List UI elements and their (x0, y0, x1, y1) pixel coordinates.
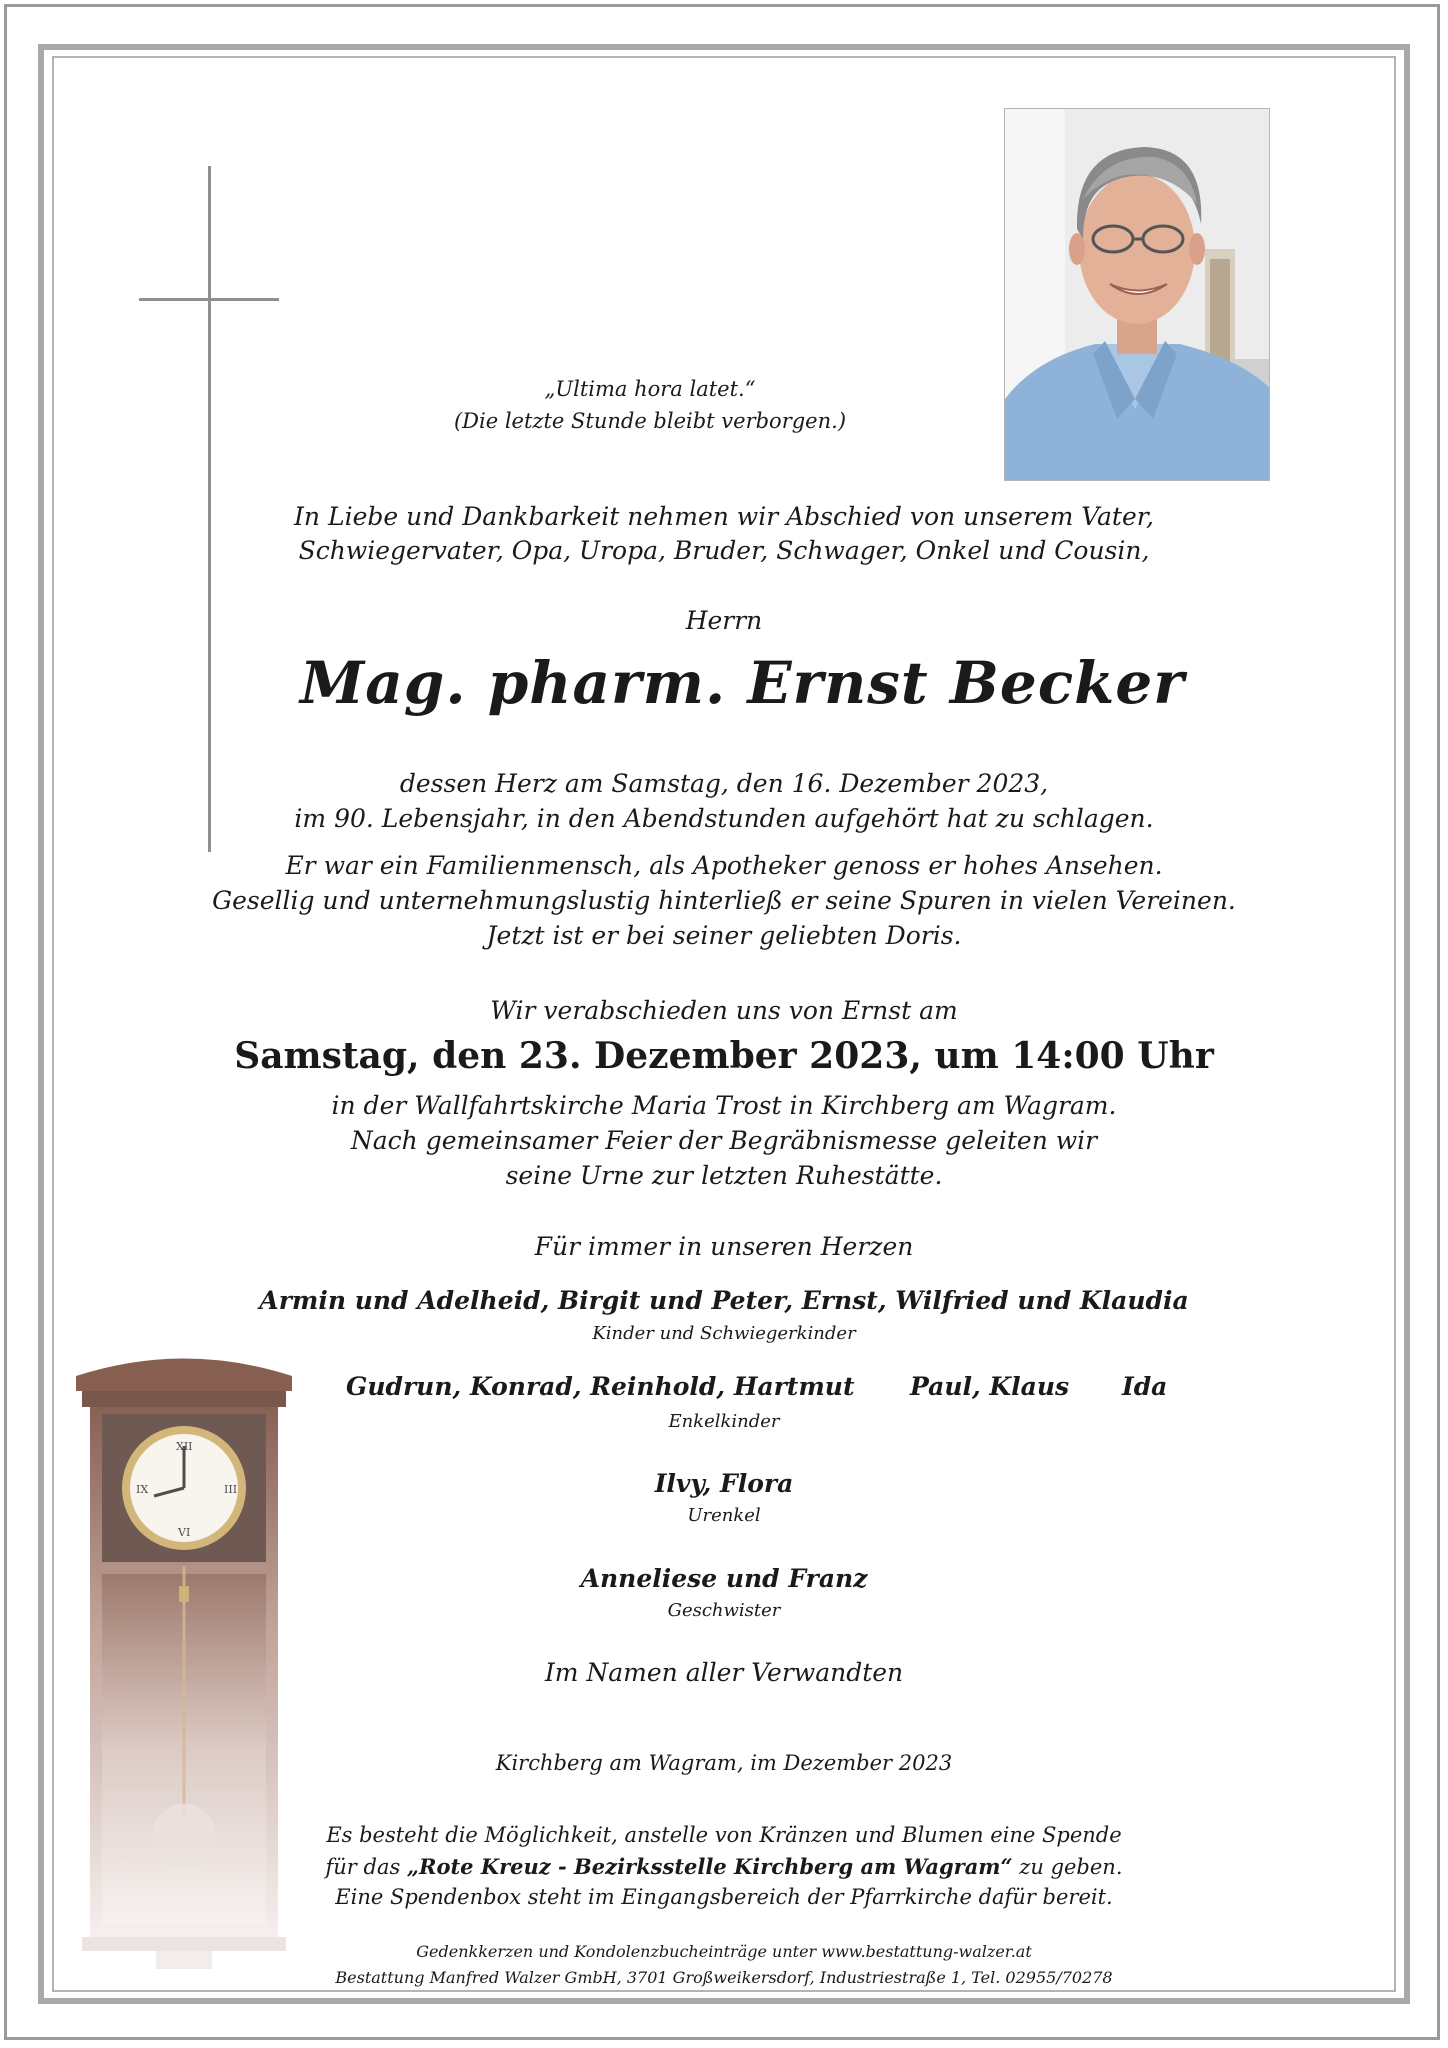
place-date: Kirchberg am Wagram, im Dezember 2023 (495, 1751, 953, 1775)
deceased-name: Mag. pharm. Ernst Becker (300, 649, 1185, 717)
farewell-line-2: Nach gemeinsamer Feier der Begräbnismesse geleiten wir (350, 1126, 1098, 1155)
siblings-role: Geschwister (667, 1600, 781, 1621)
portrait-photo (1004, 108, 1270, 481)
death-line-2: im 90. Lebensjahr, in den Abendstunden aufgehört hat zu schlagen. (294, 804, 1154, 833)
grandchildren-group-1: Gudrun, Konrad, Reinhold, Hartmut (346, 1372, 855, 1401)
farewell-line-3: seine Urne zur letzten Ruhestätte. (505, 1161, 943, 1190)
pendulum-clock-image (76, 1346, 292, 1974)
donation-line-2 (250, 1851, 1198, 1883)
svg-text:VI: VI (178, 1526, 191, 1539)
children-role: Kinder und Schwiegerkinder (592, 1323, 856, 1344)
all-relatives: Im Namen aller Verwandten (544, 1658, 904, 1687)
tribute-line-1: Er war ein Familienmensch, als Apotheker genoss er hohes Ansehen. (285, 851, 1163, 880)
great-grandchildren-names: Ilvy, Flora (654, 1469, 794, 1498)
cross-icon (208, 166, 211, 852)
donation-pre: für das (325, 1855, 407, 1879)
great-grandchildren-role: Urenkel (687, 1505, 761, 1526)
svg-text:XII: XII (176, 1440, 193, 1453)
tribute-line-2: Gesellig und unternehmungslustig hinterließ er seine Spuren in vielen Vereinen. (212, 886, 1236, 915)
funeral-date: Samstag, den 23. Dezember 2023, um 14:00 Uhr (234, 1035, 1214, 1077)
salutation: Herrn (685, 606, 763, 635)
footer-line-2: Bestattung Manfred Walzer GmbH, 3701 Großweikersdorf, Industriestraße 1, Tel. 02955/70278 (335, 1968, 1113, 1987)
donation-organization: „Rote Kreuz - Bezirksstelle Kirchberg am Wagram“ (406, 1854, 1013, 1879)
grandchildren-group-2: Paul, Klaus (910, 1372, 1070, 1401)
grandchildren-group-3: Ida (1122, 1372, 1168, 1401)
svg-text:III: III (224, 1483, 238, 1496)
donation-line-3: Eine Spendenbox steht im Eingangsbereich der Pfarrkirche dafür bereit. (335, 1885, 1113, 1909)
donation-line-1: Es besteht die Möglichkeit, anstelle von Kränzen und Blumen eine Spende (326, 1823, 1122, 1847)
siblings-names: Anneliese und Franz (580, 1564, 868, 1593)
svg-text:IX: IX (136, 1483, 149, 1496)
intro-line-2: Schwiegervater, Opa, Uropa, Bruder, Schwager, Onkel und Cousin, (298, 536, 1150, 565)
forever-line: Für immer in unseren Herzen (534, 1232, 914, 1261)
footer-line-1: Gedenkkerzen und Kondolenzbucheinträge unter www.bestattung-walzer.at (416, 1942, 1032, 1961)
intro-line-1: In Liebe und Dankbarkeit nehmen wir Abschied von unserem Vater, (294, 502, 1154, 531)
donation-post: zu geben. (1012, 1855, 1123, 1879)
death-line-1: dessen Herz am Samstag, den 16. Dezember 2023, (399, 769, 1049, 798)
grandchildren-role: Enkelkinder (668, 1411, 780, 1432)
tribute-line-3: Jetzt ist er bei seiner geliebten Doris. (486, 921, 962, 950)
motto-german: (Die letzte Stunde bleibt verborgen.) (453, 409, 847, 433)
children-names: Armin und Adelheid, Birgit und Peter, Ernst, Wilfried und Klaudia (259, 1286, 1189, 1315)
farewell-line-1: in der Wallfahrtskirche Maria Trost in Kirchberg am Wagram. (331, 1091, 1117, 1120)
cross-arm (139, 298, 279, 301)
motto-latin: „Ultima hora latet.“ (544, 377, 756, 401)
farewell-lead: Wir verabschieden uns von Ernst am (490, 996, 958, 1025)
